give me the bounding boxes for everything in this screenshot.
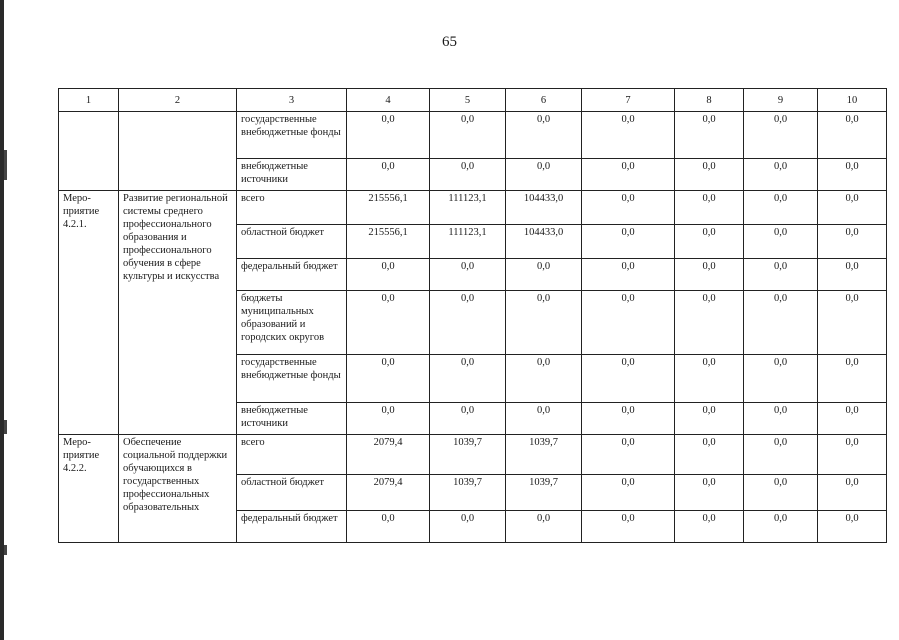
value-cell: 0,0 bbox=[744, 159, 818, 191]
value-cell: 0,0 bbox=[506, 403, 582, 435]
value-cell: 0,0 bbox=[430, 511, 506, 543]
value-cell: 0,0 bbox=[347, 159, 430, 191]
value-cell: 0,0 bbox=[582, 225, 675, 259]
value-cell: 0,0 bbox=[744, 191, 818, 225]
table-row bbox=[59, 191, 887, 225]
value-cell: 0,0 bbox=[818, 403, 887, 435]
header-cell: 10 bbox=[818, 89, 887, 112]
header-cell: 9 bbox=[744, 89, 818, 112]
value-cell: 0,0 bbox=[506, 355, 582, 403]
value-cell: 0,0 bbox=[430, 403, 506, 435]
value-cell: 0,0 bbox=[582, 435, 675, 475]
value-cell: 0,0 bbox=[582, 259, 675, 291]
value-cell: 0,0 bbox=[675, 225, 744, 259]
value-cell: 0,0 bbox=[818, 355, 887, 403]
header-cell: 7 bbox=[582, 89, 675, 112]
value-cell: 0,0 bbox=[818, 225, 887, 259]
value-cell: 0,0 bbox=[347, 403, 430, 435]
scan-edge bbox=[0, 0, 4, 640]
value-cell: 0,0 bbox=[744, 112, 818, 159]
value-cell: 0,0 bbox=[347, 355, 430, 403]
value-cell: 0,0 bbox=[582, 159, 675, 191]
table-header-row bbox=[59, 89, 887, 112]
scan-mark bbox=[4, 545, 7, 555]
value-cell: 0,0 bbox=[506, 259, 582, 291]
value-cell: 215556,1 bbox=[347, 191, 430, 225]
value-cell: 0,0 bbox=[744, 355, 818, 403]
measure-cell: Меро- приятие 4.2.2. bbox=[59, 435, 119, 543]
value-cell: 0,0 bbox=[744, 403, 818, 435]
value-cell: 0,0 bbox=[506, 159, 582, 191]
source-cell: внебюджетные источники bbox=[237, 159, 347, 191]
header-cell: 6 bbox=[506, 89, 582, 112]
value-cell: 0,0 bbox=[675, 191, 744, 225]
value-cell: 0,0 bbox=[818, 291, 887, 355]
value-cell: 0,0 bbox=[506, 511, 582, 543]
table-row bbox=[59, 112, 887, 159]
value-cell: 0,0 bbox=[582, 112, 675, 159]
value-cell: 0,0 bbox=[430, 159, 506, 191]
value-cell: 0,0 bbox=[675, 435, 744, 475]
value-cell: 0,0 bbox=[582, 291, 675, 355]
scan-mark bbox=[4, 150, 7, 180]
value-cell: 0,0 bbox=[347, 112, 430, 159]
header-cell: 1 bbox=[59, 89, 119, 112]
value-cell: 0,0 bbox=[818, 435, 887, 475]
source-cell: бюджеты муниципальных образований и городских округов bbox=[237, 291, 347, 355]
value-cell: 0,0 bbox=[818, 159, 887, 191]
value-cell: 0,0 bbox=[430, 291, 506, 355]
scan-mark bbox=[4, 420, 7, 434]
source-cell: всего bbox=[237, 435, 347, 475]
source-cell: федеральный бюджет bbox=[237, 259, 347, 291]
value-cell: 0,0 bbox=[347, 511, 430, 543]
value-cell: 0,0 bbox=[675, 475, 744, 511]
value-cell: 0,0 bbox=[744, 259, 818, 291]
value-cell: 0,0 bbox=[582, 355, 675, 403]
value-cell: 0,0 bbox=[818, 475, 887, 511]
value-cell: 0,0 bbox=[430, 259, 506, 291]
value-cell: 0,0 bbox=[818, 191, 887, 225]
value-cell: 0,0 bbox=[675, 291, 744, 355]
value-cell: 215556,1 bbox=[347, 225, 430, 259]
measure-cell bbox=[59, 112, 119, 191]
value-cell: 0,0 bbox=[818, 112, 887, 159]
source-cell: областной бюджет bbox=[237, 225, 347, 259]
header-cell: 8 bbox=[675, 89, 744, 112]
value-cell: 0,0 bbox=[818, 511, 887, 543]
source-cell: областной бюджет bbox=[237, 475, 347, 511]
header-cell: 5 bbox=[430, 89, 506, 112]
value-cell: 104433,0 bbox=[506, 225, 582, 259]
value-cell: 0,0 bbox=[744, 435, 818, 475]
value-cell: 0,0 bbox=[675, 159, 744, 191]
value-cell: 1039,7 bbox=[430, 475, 506, 511]
value-cell: 0,0 bbox=[744, 225, 818, 259]
value-cell: 0,0 bbox=[675, 259, 744, 291]
value-cell: 0,0 bbox=[744, 291, 818, 355]
page-number: 65 bbox=[442, 34, 457, 50]
value-cell: 2079,4 bbox=[347, 435, 430, 475]
value-cell: 0,0 bbox=[430, 355, 506, 403]
value-cell: 0,0 bbox=[675, 403, 744, 435]
value-cell: 104433,0 bbox=[506, 191, 582, 225]
value-cell: 111123,1 bbox=[430, 191, 506, 225]
value-cell: 0,0 bbox=[744, 475, 818, 511]
title-cell: Развитие региональной системы среднего профессионального образования и профессионального обучения в сфере культуры и искусства bbox=[119, 191, 237, 435]
value-cell: 1039,7 bbox=[430, 435, 506, 475]
value-cell: 0,0 bbox=[347, 259, 430, 291]
value-cell: 1039,7 bbox=[506, 475, 582, 511]
value-cell: 111123,1 bbox=[430, 225, 506, 259]
value-cell: 0,0 bbox=[430, 112, 506, 159]
table-row bbox=[59, 435, 887, 475]
value-cell: 0,0 bbox=[675, 355, 744, 403]
value-cell: 0,0 bbox=[582, 511, 675, 543]
header-cell: 3 bbox=[237, 89, 347, 112]
value-cell: 0,0 bbox=[347, 291, 430, 355]
source-cell: государственные внебюджетные фонды bbox=[237, 112, 347, 159]
source-cell: государственные внебюджетные фонды bbox=[237, 355, 347, 403]
value-cell: 0,0 bbox=[582, 191, 675, 225]
value-cell: 0,0 bbox=[582, 475, 675, 511]
source-cell: федеральный бюджет bbox=[237, 511, 347, 543]
header-cell: 2 bbox=[119, 89, 237, 112]
value-cell: 0,0 bbox=[506, 112, 582, 159]
budget-table bbox=[58, 88, 887, 543]
title-cell: Обеспечение социальной поддержки обучающихся в государственных профессиональных образовательных bbox=[119, 435, 237, 543]
value-cell: 0,0 bbox=[675, 511, 744, 543]
value-cell: 1039,7 bbox=[506, 435, 582, 475]
source-cell: всего bbox=[237, 191, 347, 225]
value-cell: 2079,4 bbox=[347, 475, 430, 511]
value-cell: 0,0 bbox=[675, 112, 744, 159]
value-cell: 0,0 bbox=[818, 259, 887, 291]
source-cell: внебюджетные источники bbox=[237, 403, 347, 435]
value-cell: 0,0 bbox=[506, 291, 582, 355]
title-cell bbox=[119, 112, 237, 191]
measure-cell: Меро- приятие 4.2.1. bbox=[59, 191, 119, 435]
header-cell: 4 bbox=[347, 89, 430, 112]
value-cell: 0,0 bbox=[582, 403, 675, 435]
value-cell: 0,0 bbox=[744, 511, 818, 543]
